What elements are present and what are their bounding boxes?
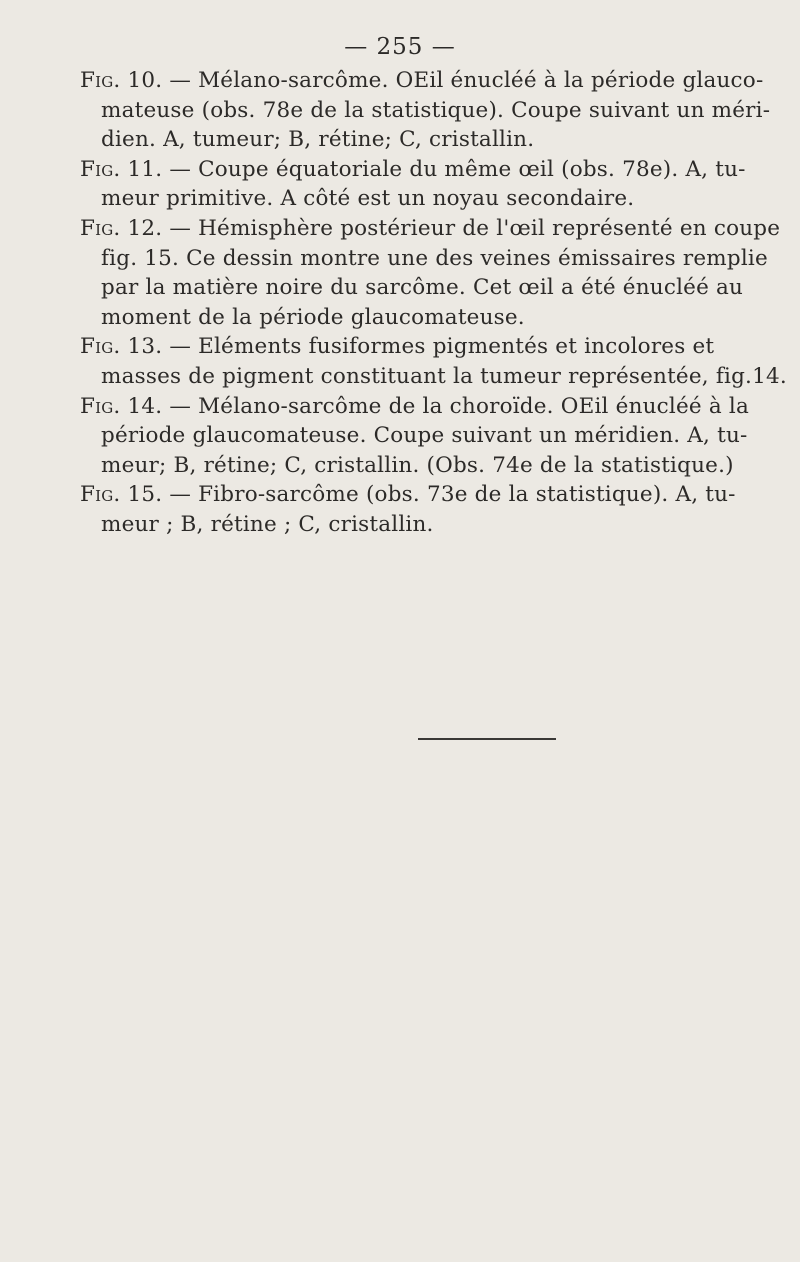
caption-line: Fig. 12. — Hémisphère postérieur de l'œil représenté en coupe bbox=[80, 215, 781, 241]
caption-line: Fig. 10. — Mélano-sarcôme. OEil énucléé à la période glauco- bbox=[80, 68, 764, 93]
caption-fig-10 bbox=[80, 66, 771, 155]
caption-line: masses de pigment constituant la tumeur représentée, fig.14. bbox=[101, 363, 787, 389]
caption-line: par la matière noire du sarcôme. Cet œil a été énucléé au bbox=[101, 275, 744, 301]
figure-label: Fig. 14. bbox=[80, 393, 163, 419]
figure-label: Fig. 12. bbox=[80, 215, 163, 241]
page-number: — 255 — bbox=[344, 34, 456, 60]
caption-line: meur; B, rétine; C, cristallin. (Obs. 74e de la statistique.) bbox=[101, 452, 734, 478]
caption-fig-15 bbox=[80, 480, 736, 539]
figure-label: Fig. 15. bbox=[80, 482, 163, 508]
figure-captions bbox=[80, 66, 787, 540]
figure-label: Fig. 10. bbox=[80, 68, 163, 93]
horizontal-rule bbox=[418, 738, 556, 740]
caption-line: période glaucomateuse. Coupe suivant un méridien. A, tu- bbox=[101, 423, 748, 449]
caption-line: dien. A, tumeur; B, rétine; C, cristallin. bbox=[101, 127, 535, 153]
caption-line: Fig. 13. — Eléments fusiformes pigmentés et incolores et bbox=[80, 334, 715, 360]
caption-line: Fig. 14. — Mélano-sarcôme de la choroïde. OEil énucléé à la bbox=[80, 393, 750, 419]
caption-line: mateuse (obs. 78e de la statistique). Coupe suivant un méri- bbox=[101, 97, 771, 123]
caption-line: meur ; B, rétine ; C, cristallin. bbox=[101, 511, 434, 537]
caption-fig-13 bbox=[80, 332, 787, 391]
caption-fig-14 bbox=[80, 392, 750, 481]
caption-line: Fig. 15. — Fibro-sarcôme (obs. 73e de la statistique). A, tu- bbox=[80, 482, 736, 508]
caption-fig-11 bbox=[80, 155, 746, 214]
caption-line: Fig. 11. — Coupe équatoriale du même œil (obs. 78e). A, tu- bbox=[80, 156, 746, 182]
figure-label: Fig. 11. bbox=[80, 156, 163, 182]
figure-label: Fig. 13. bbox=[80, 334, 163, 360]
caption-line: fig. 15. Ce dessin montre une des veines émissaires remplie bbox=[101, 245, 768, 271]
caption-line: meur primitive. A côté est un noyau secondaire. bbox=[101, 186, 635, 212]
caption-fig-12 bbox=[80, 214, 781, 332]
caption-line: moment de la période glaucomateuse. bbox=[101, 304, 525, 330]
